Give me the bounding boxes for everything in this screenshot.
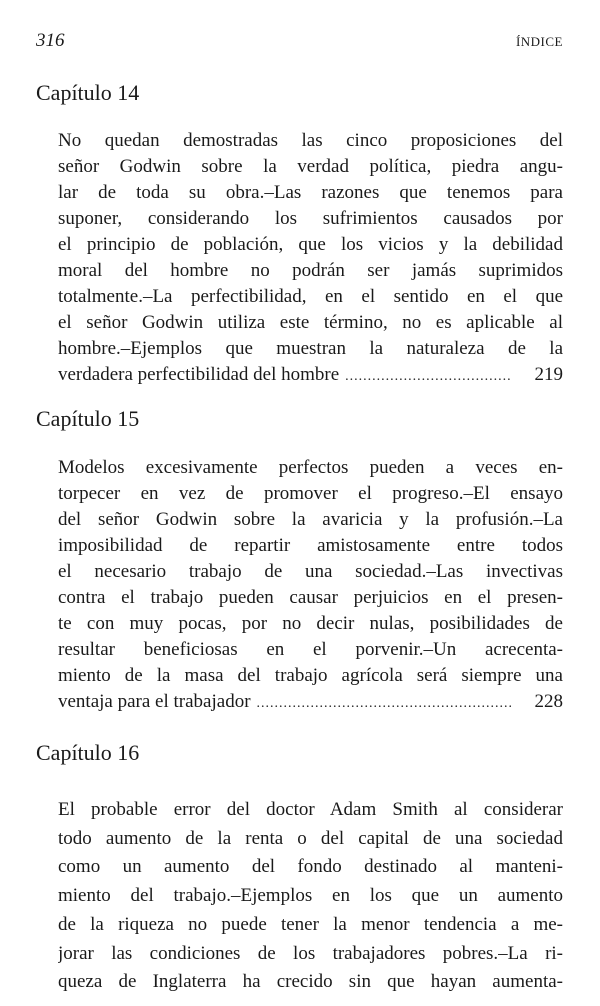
summary-line: el señor Godwin utiliza este término, no es aplicable al	[58, 312, 563, 333]
chapter-14-title: Capítulo 14	[36, 80, 140, 105]
summary-line: imposibilidad de repartir amistosamente entre todos	[58, 535, 563, 556]
summary-line: lar de toda su obra.–Las razones que tenemos para	[58, 182, 563, 203]
summary-line: hombre.–Ejemplos que muestran la naturaleza de la	[58, 338, 563, 359]
summary-line: queza de Inglaterra ha crecido sin que hayan aumenta-	[58, 971, 563, 993]
chapter-15-title: Capítulo 15	[36, 406, 140, 431]
summary-line: El probable error del doctor Adam Smith al considerar	[58, 799, 563, 820]
summary-line: Modelos excesivamente perfectos pueden a veces en-	[58, 457, 563, 478]
summary-line: el necesario trabajo de una sociedad.–Las invectivas	[58, 561, 563, 582]
chapter-16-title: Capítulo 16	[36, 740, 140, 765]
summary-last-line: verdadera perfectibilidad del hombre	[58, 364, 340, 385]
summary-last-line: ventaja para el trabajador	[58, 691, 251, 712]
summary-line: miento de la masa del trabajo agrícola será siempre una	[58, 665, 563, 686]
summary-line: totalmente.–La perfectibilidad, en el sentido en el que	[58, 286, 563, 307]
summary-line: te con muy pocas, por no decir nulas, posibilidades de	[58, 613, 563, 634]
summary-line: resultar beneficiosas en el porvenir.–Un acrecenta-	[58, 639, 563, 660]
chapter-16-summary	[58, 796, 563, 997]
summary-line: contra el trabajo pueden causar perjuicios en el presen-	[58, 587, 563, 608]
chapter-15-summary	[58, 455, 563, 717]
toc-page-number: 228	[534, 691, 563, 712]
summary-line: señor Godwin sobre la verdad política, piedra angu-	[58, 156, 563, 177]
summary-line: torpecer en vez de promover el progreso.–El ensayo	[58, 483, 563, 504]
summary-line: miento del trabajo.–Ejemplos en los que un aumento	[58, 885, 563, 907]
toc-entry-leader	[58, 689, 563, 717]
summary-line: como un aumento del fondo destinado al manteni-	[58, 856, 563, 878]
summary-line: el principio de población, que los vicios y la debilidad	[58, 234, 563, 255]
summary-line: jorar las condiciones de los trabajadores pobres.–La ri-	[58, 942, 563, 964]
summary-line: de la riqueza no puede tener la menor tendencia a me-	[58, 913, 563, 935]
toc-page-number: 219	[534, 364, 563, 385]
running-title: ÍNDICE	[515, 34, 563, 49]
summary-line: No quedan demostradas las cinco proposiciones del	[58, 130, 563, 151]
summary-line: del señor Godwin sobre la avaricia y la profusión.–La	[58, 509, 563, 530]
chapter-14-summary	[58, 128, 563, 390]
summary-line: moral del hombre no podrán ser jamás suprimidos	[58, 260, 563, 281]
page-number: 316	[36, 30, 65, 51]
dot-leader	[257, 691, 511, 717]
toc-entry-leader	[58, 362, 563, 390]
summary-line: suponer, considerando los sufrimientos causados por	[58, 208, 563, 229]
dot-leader	[345, 364, 510, 390]
summary-line: todo aumento de la renta o del capital de una sociedad	[58, 827, 563, 849]
